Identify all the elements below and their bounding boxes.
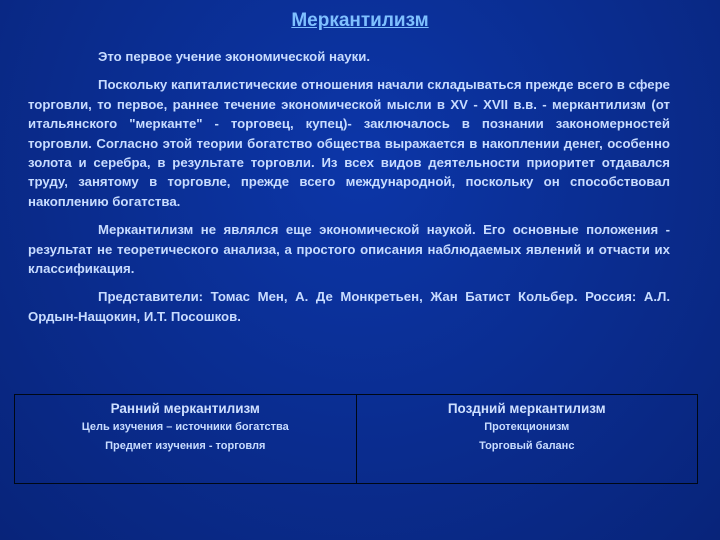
- mercantilism-comparison-table: [14, 394, 698, 484]
- early-mercantilism-item: Предмет изучения - торговля: [105, 440, 266, 452]
- paragraph-representatives: Представители: Томас Мен, А. Де Монкретьен, Жан Батист Кольбер. Россия: А.Л. Ордын-Нащокин, И.Т. Посошков.: [28, 289, 670, 324]
- late-mercantilism-heading: Поздний меркантилизм: [447, 401, 606, 416]
- early-mercantilism-item: Цель изучения – источники богатства: [81, 421, 289, 433]
- early-mercantilism-heading: Ранний меркантилизм: [110, 401, 260, 416]
- paragraph-not-science: Меркантилизм не являлся еще экономической наукой. Его основные положения - результат не теоретического анализа, а простого описания наблюдаемых явлений и отчасти их классификация.: [28, 222, 670, 277]
- late-mercantilism-item: Торговый баланс: [479, 440, 575, 452]
- early-mercantilism-column: [15, 395, 356, 483]
- slide-title: Меркантилизм: [291, 10, 429, 31]
- body-text: [28, 47, 670, 335]
- paragraph-origins: Поскольку капиталистические отношения начали складываться прежде всего в сфере торговли, то первое, раннее течение экономической мысли в XV - XVII в.в. - меркантилизм (от итальянского "мерканте" - торговец, купец)- заключалось в познании закономерностей торговли. Согласно этой теории богатство общества выражается в накоплении денег, особенно золота и серебра, в результате торговли. Из всех видов деятельности приоритет отдавался труду, занятому в торговле, прежде всего международной, поскольку он способствовал накоплению богатства.: [28, 77, 670, 209]
- late-mercantilism-item: Протекционизм: [484, 421, 570, 433]
- paragraph-intro: Это первое учение экономической науки.: [98, 49, 371, 64]
- late-mercantilism-column: [356, 395, 698, 483]
